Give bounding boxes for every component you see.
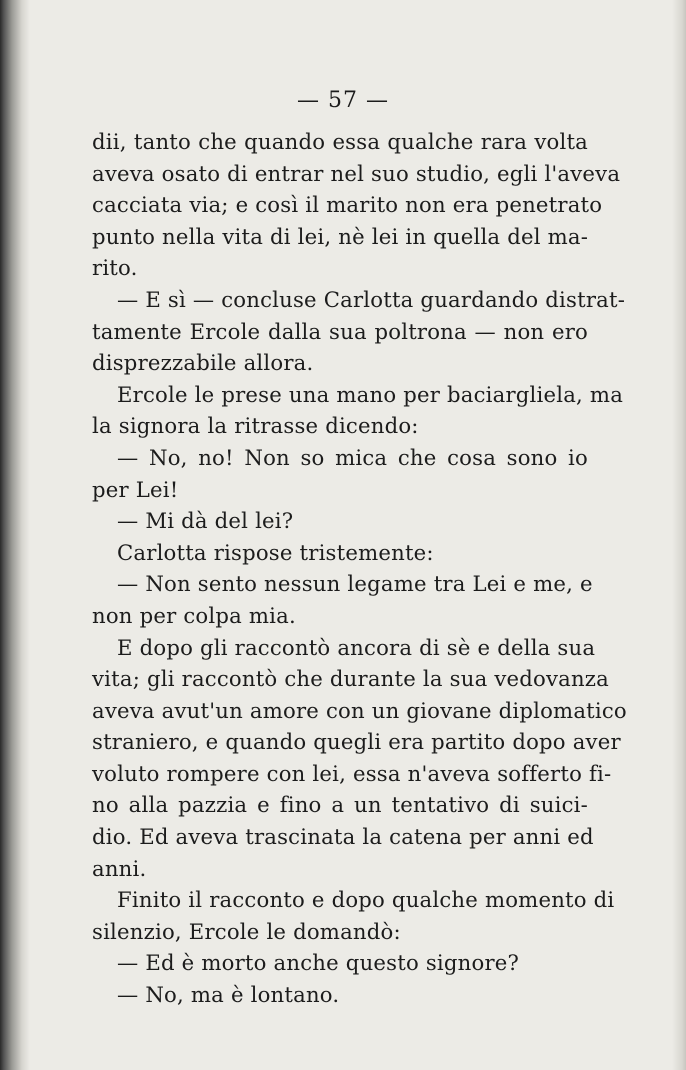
text-line: Finito il racconto e dopo qualche momento di [117,887,615,913]
page-edge-shadow [672,0,686,1070]
text-line: straniero, e quando quegli era partito dopo aver [92,729,621,755]
text-line: vita; gli raccontò che durante la sua vedovanza [92,666,609,692]
text-line: no alla pazzia e fino a un tentativo di suici- [92,792,588,818]
text-line: Ercole le prese una mano per baciargliela, ma [117,381,624,407]
book-spine-shadow [0,0,30,1070]
page-number: — 57 — [297,88,389,113]
text-line: non per colpa mia. [92,602,296,628]
text-line: — No, no! Non so mica che cosa sono io [117,444,588,470]
text-line: per Lei! [92,476,179,502]
text-line: E dopo gli raccontò ancora di sè e della sua [117,634,596,660]
text-line: rito. [92,255,138,281]
text-line: disprezzabile allora. [92,350,314,376]
text-line: dii, tanto che quando essa qualche rara volta [92,129,588,154]
text-line: tamente Ercole dalla sua poltrona — non ero [92,318,588,344]
text-line: anni. [92,855,147,881]
text-line: — Mi dà del lei? [117,508,294,534]
text-line: voluto rompere con lei, essa n'aveva sofferto fi- [92,760,612,786]
text-line: cacciata via; e così il marito non era penetrato [92,192,603,218]
text-line: aveva avut'un amore con un giovane diplomatico [92,697,627,723]
text-line: — No, ma è lontano. [117,982,340,1008]
text-line: silenzio, Ercole le domandò: [92,918,401,944]
text-line: aveva osato di entrar nel suo studio, egli l'aveva [92,160,621,186]
text-line: la signora la ritrasse dicendo: [92,413,419,439]
text-line: — Ed è morto anche questo signore? [117,950,520,976]
body-text [92,126,627,1011]
text-line: — E sì — concluse Carlotta guardando distrat- [117,286,626,312]
text-line: dio. Ed aveva trascinata la catena per anni ed [92,824,594,850]
text-line: — Non sento nessun legame tra Lei e me, e [117,571,593,597]
text-line: Carlotta rispose tristemente: [117,539,434,565]
text-line: punto nella vita di lei, nè lei in quella del ma- [92,223,589,249]
